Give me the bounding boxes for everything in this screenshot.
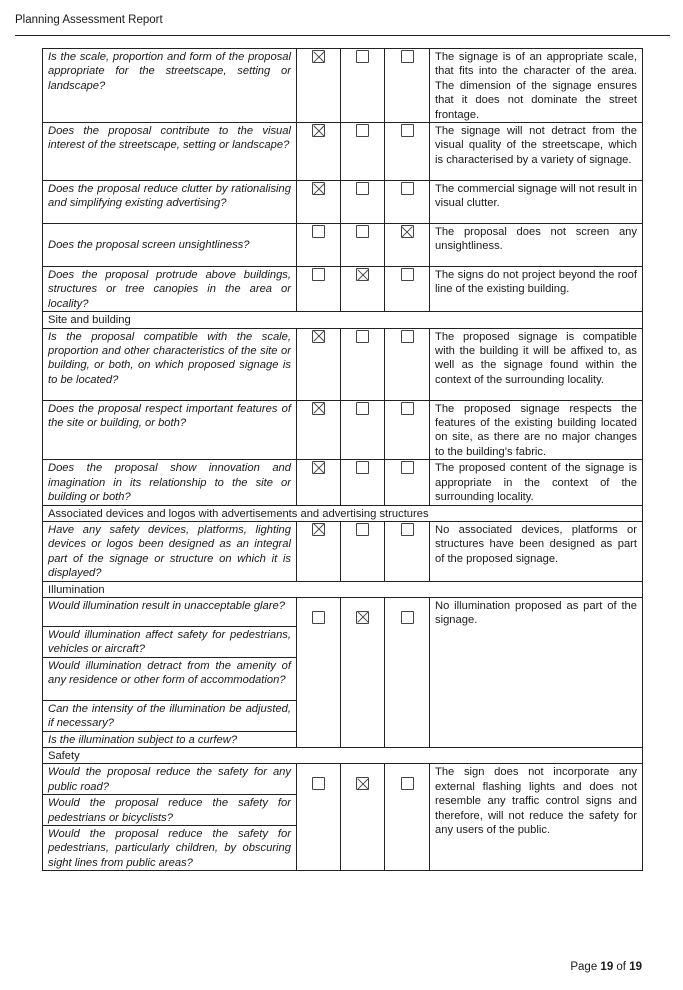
page-total: 19 xyxy=(629,961,642,973)
check-box[interactable] xyxy=(401,50,414,63)
check-box[interactable] xyxy=(401,402,414,415)
checkbox-cell xyxy=(385,597,430,747)
check-box[interactable] xyxy=(401,330,414,343)
table-row xyxy=(43,764,643,795)
check-box[interactable] xyxy=(356,225,369,238)
question-cell: Is the proposal compatible with the scale, proportion and other characteristics of the site or building, or both, on which proposed signage is to be located? xyxy=(43,328,297,400)
check-box[interactable] xyxy=(312,182,325,195)
check-box[interactable] xyxy=(356,268,369,281)
table-row xyxy=(43,597,643,626)
check-box[interactable] xyxy=(401,461,414,474)
header-divider xyxy=(15,35,670,36)
question-cell: Is the scale, proportion and form of the proposal appropriate for the streetscape, setting or landscape? xyxy=(43,49,297,123)
checkbox-cell xyxy=(341,224,385,267)
section-row xyxy=(43,312,643,328)
checkbox-cell xyxy=(341,267,385,312)
checkbox-cell xyxy=(297,764,341,871)
check-box[interactable] xyxy=(401,611,414,624)
checkbox-cell xyxy=(341,521,385,581)
checkbox-cell xyxy=(385,267,430,312)
check-box[interactable] xyxy=(312,124,325,137)
check-box[interactable] xyxy=(401,225,414,238)
checkbox-cell xyxy=(297,460,341,505)
page-number xyxy=(570,961,642,973)
checkbox-cell xyxy=(385,764,430,871)
question-cell: Does the proposal contribute to the visual interest of the streetscape, setting or landscape? xyxy=(43,123,297,181)
check-box[interactable] xyxy=(312,611,325,624)
question-cell: Does the proposal reduce clutter by rationalising and simplifying existing advertising? xyxy=(43,181,297,224)
checkbox-cell xyxy=(385,181,430,224)
section-row xyxy=(43,505,643,521)
comment-cell: The commercial signage will not result in visual clutter. xyxy=(430,181,643,224)
table-row xyxy=(43,267,643,312)
section-heading: Safety xyxy=(43,747,643,763)
table-row xyxy=(43,460,643,505)
check-box[interactable] xyxy=(401,182,414,195)
question-cell: Would illumination affect safety for pedestrians, vehicles or aircraft? xyxy=(43,626,297,657)
question-cell: Is the illumination subject to a curfew? xyxy=(43,731,297,747)
checkbox-cell xyxy=(297,123,341,181)
question-cell: Would the proposal reduce the safety for pedestrians or bicyclists? xyxy=(43,795,297,826)
comment-cell: The proposal does not screen any unsightliness. xyxy=(430,224,643,267)
comment-cell: The signs do not project beyond the roof line of the existing building. xyxy=(430,267,643,312)
section-heading: Site and building xyxy=(43,312,643,328)
comment-cell: The signage will not detract from the visual quality of the streetscape, which is characterised by a variety of signage. xyxy=(430,123,643,181)
checkbox-cell xyxy=(297,400,341,460)
check-box[interactable] xyxy=(312,225,325,238)
table-row xyxy=(43,181,643,224)
page-prefix: Page xyxy=(570,961,601,973)
checkbox-cell xyxy=(341,49,385,123)
check-box[interactable] xyxy=(356,777,369,790)
question-cell: Does the proposal respect important features of the site or building, or both? xyxy=(43,400,297,460)
check-box[interactable] xyxy=(401,124,414,137)
check-box[interactable] xyxy=(312,461,325,474)
checkbox-cell xyxy=(297,49,341,123)
question-cell: Would illumination result in unacceptable glare? xyxy=(43,597,297,626)
assessment-table xyxy=(42,48,643,871)
checkbox-cell xyxy=(297,181,341,224)
checkbox-cell xyxy=(385,123,430,181)
checkbox-cell xyxy=(341,764,385,871)
checkbox-cell xyxy=(297,267,341,312)
checkbox-cell xyxy=(385,400,430,460)
checkbox-cell xyxy=(341,181,385,224)
check-box[interactable] xyxy=(356,50,369,63)
check-box[interactable] xyxy=(312,50,325,63)
comment-cell: No associated devices, platforms or structures have been designed as part of the proposed signage. xyxy=(430,521,643,581)
checkbox-cell xyxy=(341,400,385,460)
checkbox-cell xyxy=(297,328,341,400)
page-header-title: Planning Assessment Report xyxy=(15,14,163,26)
check-box[interactable] xyxy=(356,330,369,343)
section-row xyxy=(43,747,643,763)
check-box[interactable] xyxy=(356,461,369,474)
section-heading: Illumination xyxy=(43,581,643,597)
table-row xyxy=(43,400,643,460)
question-cell: Does the proposal protrude above buildings, structures or tree canopies in the area or locality? xyxy=(43,267,297,312)
table-row xyxy=(43,224,643,267)
page-of: of xyxy=(613,961,630,973)
comment-cell: The proposed signage is compatible with the building it will be affixed to, as well as the signage found within the context of the surrounding locality. xyxy=(430,328,643,400)
table-row xyxy=(43,521,643,581)
check-box[interactable] xyxy=(401,268,414,281)
comment-cell: The proposed content of the signage is appropriate in the context of the surrounding locality. xyxy=(430,460,643,505)
question-cell: Can the intensity of the illumination be adjusted, if necessary? xyxy=(43,700,297,731)
section-heading: Associated devices and logos with advertisements and advertising structures xyxy=(43,505,643,521)
check-box[interactable] xyxy=(312,777,325,790)
checkbox-cell xyxy=(297,224,341,267)
check-box[interactable] xyxy=(356,523,369,536)
page-current: 19 xyxy=(600,961,614,973)
comment-cell: The proposed signage respects the features of the existing building located on site, as there are no major changes to the building’s fabric. xyxy=(430,400,643,460)
checkbox-cell xyxy=(385,224,430,267)
question-cell: Does the proposal show innovation and imagination in its relationship to the site or building or both? xyxy=(43,460,297,505)
checkbox-cell xyxy=(341,123,385,181)
checkbox-cell xyxy=(385,460,430,505)
question-cell: Would illumination detract from the amenity of any residence or other form of accommodation? xyxy=(43,657,297,700)
check-box[interactable] xyxy=(356,611,369,624)
comment-cell: The sign does not incorporate any external flashing lights and does not resemble any traffic control signs and therefore, will not reduce the safety for any users of the public. xyxy=(430,764,643,871)
section-row xyxy=(43,581,643,597)
checkbox-cell xyxy=(297,521,341,581)
comment-cell: No illumination proposed as part of the signage. xyxy=(430,597,643,747)
check-box[interactable] xyxy=(356,402,369,415)
checkbox-cell xyxy=(341,328,385,400)
check-box[interactable] xyxy=(312,523,325,536)
checkbox-cell xyxy=(385,49,430,123)
question-cell: Would the proposal reduce the safety for any public road? xyxy=(43,764,297,795)
check-box[interactable] xyxy=(356,124,369,137)
checkbox-cell xyxy=(297,597,341,747)
check-box[interactable] xyxy=(312,268,325,281)
table-row xyxy=(43,328,643,400)
check-box[interactable] xyxy=(401,523,414,536)
checkbox-cell xyxy=(385,328,430,400)
question-cell: Does the proposal screen unsightliness? xyxy=(43,224,297,267)
check-box[interactable] xyxy=(312,330,325,343)
checkbox-cell xyxy=(341,597,385,747)
comment-cell: The signage is of an appropriate scale, that fits into the character of the area. The dimension of the signage ensures that it does not dominate the street frontage. xyxy=(430,49,643,123)
table-row xyxy=(43,123,643,181)
check-box[interactable] xyxy=(356,182,369,195)
checkbox-cell xyxy=(385,521,430,581)
question-cell: Would the proposal reduce the safety for pedestrians, particularly children, by obscuring sight lines from public areas? xyxy=(43,826,297,871)
checkbox-cell xyxy=(341,460,385,505)
check-box[interactable] xyxy=(401,777,414,790)
check-box[interactable] xyxy=(312,402,325,415)
table-row xyxy=(43,49,643,123)
question-cell: Have any safety devices, platforms, lighting devices or logos been designed as an integral part of the signage or structure on which it is displayed? xyxy=(43,521,297,581)
